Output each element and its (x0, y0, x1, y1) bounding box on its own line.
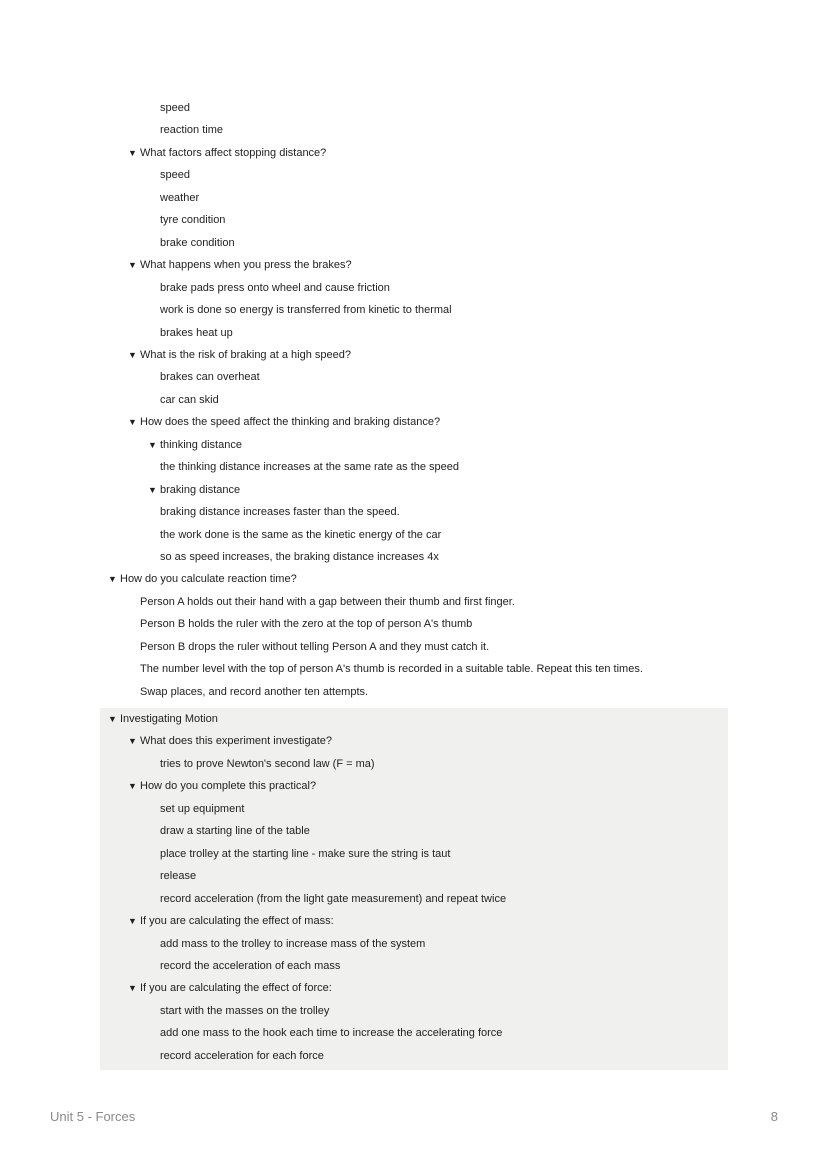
item-text: Person B holds the ruler with the zero at the top of person A's thumb (140, 618, 473, 631)
item-text: car can skid (160, 393, 219, 406)
item-text: braking distance increases faster than the speed. (160, 506, 400, 519)
item-text: How does the speed affect the thinking and braking distance? (140, 416, 441, 429)
list-item (160, 164, 190, 186)
toggle-triangle-icon[interactable]: ▼ (128, 781, 137, 792)
item-text: How do you complete this practical? (140, 780, 317, 793)
footer-title: Unit 5 - Forces (50, 1109, 136, 1124)
item-text: work is done so energy is transferred from kinetic to thermal (160, 304, 452, 317)
list-item (160, 955, 340, 977)
item-text: reaction time (160, 124, 223, 137)
item-text: What does this experiment investigate? (140, 735, 332, 748)
toggle-triangle-icon[interactable]: ▼ (128, 260, 137, 271)
item-text: the work done is the same as the kinetic energy of the car (160, 528, 442, 541)
list-item (160, 187, 199, 209)
list-item (160, 820, 310, 842)
toggle-item[interactable] (128, 775, 316, 797)
toggle-triangle-icon[interactable]: ▼ (128, 417, 137, 428)
item-text: If you are calculating the effect of mass: (140, 915, 334, 928)
item-text: add one mass to the hook each time to increase the accelerating force (160, 1027, 503, 1040)
item-text: record the acceleration of each mass (160, 959, 341, 972)
list-item (160, 933, 425, 955)
item-text: brakes can overheat (160, 371, 260, 384)
item-text: the thinking distance increases at the same rate as the speed (160, 461, 460, 474)
item-text: so as speed increases, the braking distance increases 4x (160, 551, 439, 563)
toggle-triangle-icon[interactable]: ▼ (148, 439, 157, 450)
item-text: release (160, 870, 197, 883)
item-text: The number level with the top of person A's thumb is recorded in a suitable table. Repeat this ten times. (140, 663, 643, 676)
toggle-item[interactable] (128, 910, 334, 932)
list-item (140, 591, 515, 613)
toggle-item[interactable] (108, 708, 218, 730)
toggle-item[interactable] (148, 479, 240, 501)
item-text: start with the masses on the trolley (160, 1004, 330, 1017)
list-item (160, 798, 244, 820)
item-text: brake pads press onto wheel and cause friction (160, 281, 390, 294)
list-item (160, 456, 459, 478)
toggle-item[interactable] (128, 344, 351, 366)
item-text: tyre condition (160, 214, 226, 227)
list-item (160, 843, 450, 865)
item-text: record acceleration (from the light gate measurement) and repeat twice (160, 892, 507, 905)
item-text: What factors affect stopping distance? (140, 146, 327, 159)
item-text: brake condition (160, 236, 235, 249)
toggle-triangle-icon[interactable]: ▼ (128, 916, 137, 927)
toggle-item[interactable] (128, 730, 332, 752)
list-item (160, 232, 235, 254)
item-text: add mass to the trolley to increase mass of the system (160, 937, 426, 950)
list-item (140, 658, 643, 680)
page-number: 8 (770, 1109, 778, 1124)
list-item (160, 209, 225, 231)
list-item (160, 119, 223, 141)
list-item (160, 546, 439, 568)
list-item (160, 1022, 502, 1044)
toggle-item[interactable] (148, 434, 242, 456)
list-item (160, 277, 390, 299)
list-item (160, 888, 506, 910)
list-item (140, 613, 472, 635)
toggle-item[interactable] (108, 568, 297, 590)
item-text: speed (160, 102, 190, 114)
item-text: tries to prove Newton's second law (F = ma) (160, 757, 375, 770)
item-text: draw a starting line of the table (160, 825, 310, 838)
item-text: How do you calculate reaction time? (120, 573, 297, 586)
list-item (140, 636, 489, 658)
item-text: weather (160, 191, 200, 204)
item-text: Person B drops the ruler without telling Person A and they must catch it. (140, 640, 490, 653)
list-item (160, 1000, 329, 1022)
item-text: set up equipment (160, 802, 245, 815)
toggle-item[interactable] (128, 254, 352, 276)
toggle-triangle-icon[interactable]: ▼ (148, 484, 157, 495)
toggle-item[interactable] (128, 411, 440, 433)
item-text: thinking distance (160, 438, 242, 451)
list-item (160, 1045, 324, 1067)
item-text: speed (160, 169, 190, 182)
list-item (160, 299, 452, 321)
toggle-triangle-icon[interactable]: ▼ (108, 574, 117, 585)
item-text: brakes heat up (160, 326, 233, 339)
list-item (160, 753, 375, 775)
toggle-triangle-icon[interactable]: ▼ (128, 736, 137, 747)
toggle-item[interactable] (128, 977, 332, 999)
item-text: Swap places, and record another ten attempts. (140, 685, 369, 698)
list-item (160, 366, 260, 388)
list-item (160, 97, 190, 119)
list-item (160, 322, 233, 344)
list-item (160, 524, 441, 546)
item-text: Person A holds out their hand with a gap between their thumb and first finger. (140, 595, 515, 608)
list-item (160, 865, 196, 887)
list-item (160, 389, 219, 411)
list-item (140, 681, 368, 703)
item-text: Investigating Motion (120, 713, 218, 725)
list-item (160, 501, 400, 523)
item-text: What is the risk of braking at a high speed? (140, 348, 351, 361)
item-text: braking distance (160, 483, 241, 496)
toggle-triangle-icon[interactable]: ▼ (108, 714, 117, 724)
toggle-triangle-icon[interactable]: ▼ (128, 349, 137, 360)
toggle-triangle-icon[interactable]: ▼ (128, 147, 137, 158)
item-text: place trolley at the starting line - make sure the string is taut (160, 847, 451, 860)
item-text: If you are calculating the effect of force: (140, 982, 332, 995)
item-text: What happens when you press the brakes? (140, 259, 352, 272)
item-text: record acceleration for each force (160, 1049, 324, 1062)
toggle-item[interactable] (128, 142, 326, 164)
toggle-triangle-icon[interactable]: ▼ (128, 983, 137, 994)
